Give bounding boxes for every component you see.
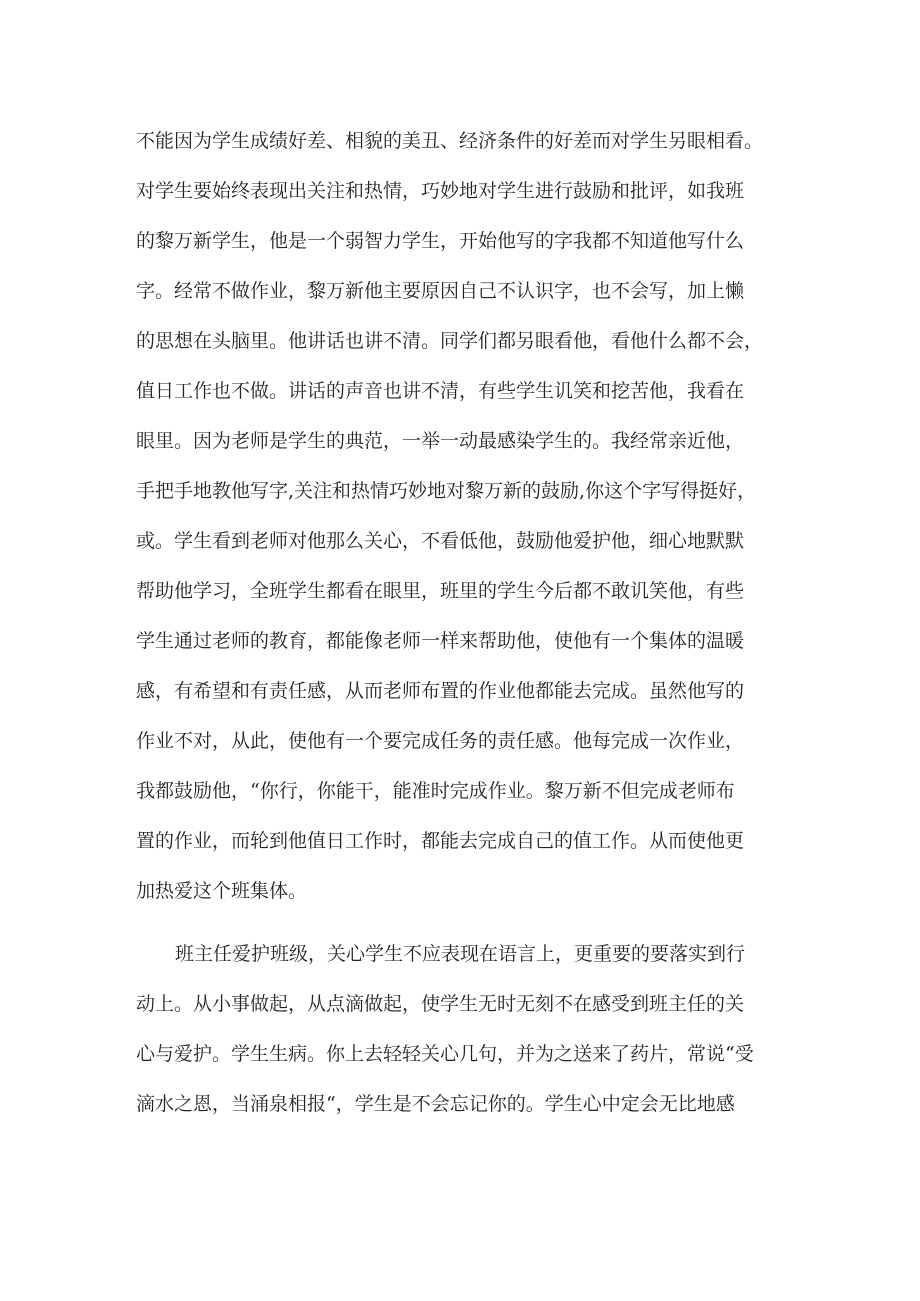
paragraph-line: 帮助他学习，全班学生都看在眼里，班里的学生今后都不敢讥笑他，有些 xyxy=(136,580,745,602)
paragraph-line: 不能因为学生成绩好差、相貌的美丑、经济条件的好差而对学生另眼相看。 xyxy=(136,130,764,152)
paragraph-line: 作业不对，从此，使他有一个要完成任务的责任感。他每完成一次作业， xyxy=(136,730,745,752)
paragraph-line: 心与爱护。学生生病。你上去轻轻关心几句，并为之送来了药片，常说“受 xyxy=(136,1043,754,1065)
paragraph-line: 感，有希望和有责任感，从而老师布置的作业他都能去完成。虽然他写的 xyxy=(136,680,745,702)
paragraph-line: 或。学生看到老师对他那么关心，不看低他，鼓励他爱护他，细心地默默 xyxy=(136,530,745,552)
paragraph-line: 学生通过老师的教育，都能像老师一样来帮助他，使他有一个集体的温暖 xyxy=(136,630,745,652)
paragraph-line: 对学生要始终表现出关注和热情，巧妙地对学生进行鼓励和批评，如我班 xyxy=(136,180,745,202)
paragraph-line: 滴水之恩，当涌泉相报“，学生是不会忘记你的。学生心中定会无比地感 xyxy=(136,1093,735,1115)
paragraph-line: 手把手地教他写字,关注和热情巧妙地对黎万新的鼓励,你这个字写得挺好， xyxy=(136,480,757,502)
paragraph-line: 值日工作也不做。讲话的声音也讲不清，有些学生讥笑和挖苦他，我看在 xyxy=(136,380,745,402)
paragraph-line: 加热爱这个班集体。 xyxy=(136,880,308,902)
paragraph-first-line: 班主任爱护班级，关心学生不应表现在语言上，更重要的要落实到行 xyxy=(175,943,746,965)
paragraph-line: 的黎万新学生，他是一个弱智力学生，开始他写的字我都不知道他写什么 xyxy=(136,230,745,252)
paragraph-line: 我都鼓励他，“你行，你能干，能准时完成作业。黎万新不但完成老师布 xyxy=(136,780,735,802)
paragraph-line: 的思想在头脑里。他讲话也讲不清。同学们都另眼看他，看他什么都不会， xyxy=(136,330,764,352)
paragraph-line: 字。经常不做作业，黎万新他主要原因自己不认识字，也不会写，加上懒 xyxy=(136,280,745,302)
paragraph-line: 眼里。因为老师是学生的典范，一举一动最感染学生的。我经常亲近他， xyxy=(136,430,745,452)
paragraph-line: 置的作业，而轮到他值日工作时，都能去完成自己的值工作。从而使他更 xyxy=(136,830,745,852)
paragraph-line: 动上。从小事做起，从点滴做起，使学生无时无刻不在感受到班主任的关 xyxy=(136,993,745,1015)
